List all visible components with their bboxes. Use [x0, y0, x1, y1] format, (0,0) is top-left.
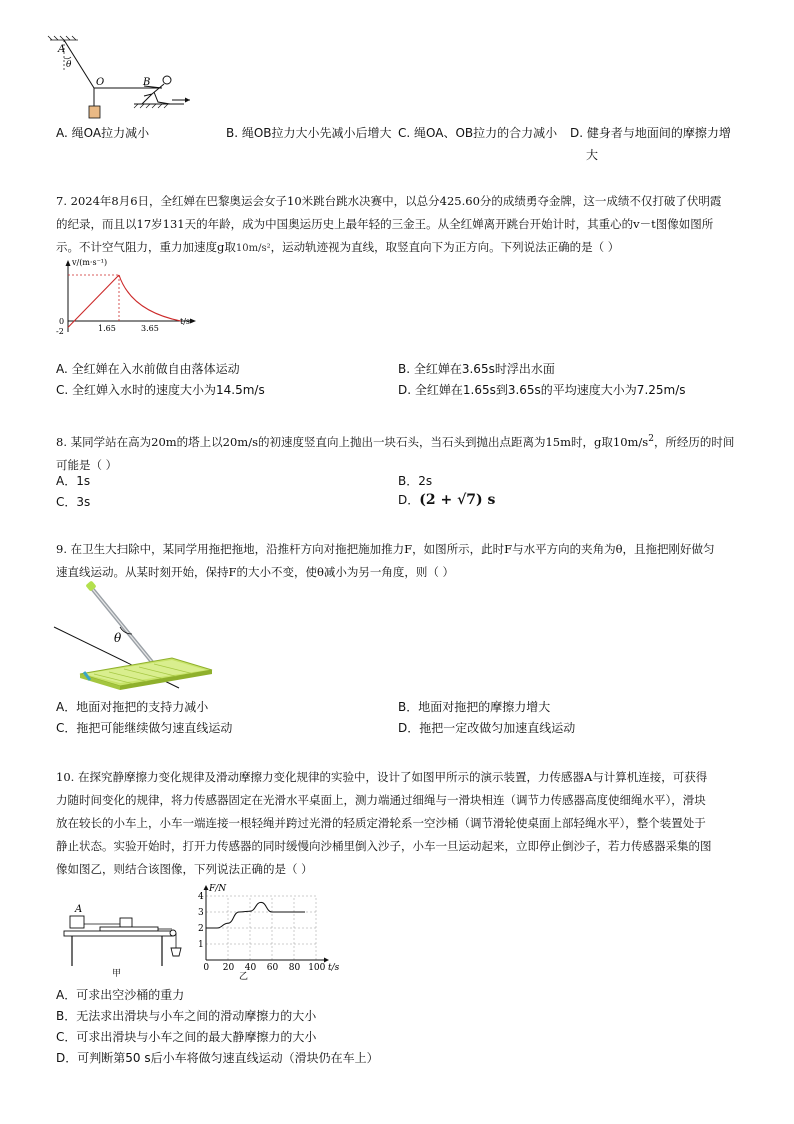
- xtick-0: 0: [203, 963, 210, 973]
- ytick-4: 4: [198, 892, 204, 902]
- label-a: A: [75, 904, 83, 915]
- tick-1-65: 1.65: [98, 324, 116, 333]
- tick-0: 0: [59, 317, 65, 326]
- ylabel: v/(m·s⁻¹): [72, 258, 108, 267]
- q7-option-a[interactable]: A. 全红婵在入水前做自由落体运动: [56, 362, 240, 376]
- q10-option-c[interactable]: C．可求出滑块与小车之间的最大静摩擦力的大小: [56, 1030, 317, 1044]
- q8-line2: 可能是（ ）: [56, 457, 118, 472]
- q10-line5: 像如图乙，则结合该图像，下列说法正确的是（ ）: [56, 862, 313, 876]
- arrow-right-icon: [172, 98, 190, 103]
- q7-option-c[interactable]: C. 全红婵入水时的速度大小为14.5m/s: [56, 383, 265, 397]
- q10-option-a[interactable]: A．可求出空沙桶的重力: [56, 988, 185, 1002]
- q9-option-a[interactable]: A．地面对拖把的支持力减小: [56, 700, 209, 714]
- label-a: A: [58, 44, 66, 55]
- q9-option-b[interactable]: B．地面对拖把的摩擦力增大: [398, 700, 551, 714]
- ytick-1: 1: [198, 940, 204, 950]
- q8-option-c[interactable]: C．3s: [56, 495, 91, 509]
- q8-option-d-prefix: D．: [398, 493, 420, 507]
- sand-bucket: [171, 948, 181, 956]
- label-theta: θ: [114, 631, 122, 645]
- q7-option-b[interactable]: B. 全红婵在3.65s时浮出水面: [398, 362, 555, 376]
- ytick-3: 3: [198, 908, 204, 918]
- q10-line2: 力随时间变化的规律，将力传感器固定在光滑水平桌面上，测力端通过细绳与一滑块相连（调节力传感器高度使细绳水平），滑块: [56, 793, 706, 807]
- x-axis-arrow: [324, 958, 329, 963]
- q9-stem: [56, 538, 746, 584]
- xtick-40: 40: [244, 963, 257, 973]
- mop-head: [80, 658, 212, 690]
- q9-mop-figure: [54, 582, 214, 692]
- q9-line1: 9. 在卫生大扫除中，某同学用拖把拖地，沿推杆方向对拖把施加推力F，如图所示，此时F与水平方向的夹角为θ，且拖把刚好做匀: [56, 542, 715, 556]
- q6-option-b[interactable]: B. 绳OB拉力大小先减小后增大: [226, 126, 392, 140]
- xlabel: t/s: [180, 317, 191, 326]
- q7-line2: 的纪录，而且以17岁131天的年龄，成为中国奥运历史上最年轻的三金王。从全红婵离开跳台开始计时，其重心的v－t图像如图所: [56, 217, 714, 231]
- q7-g-value: 10m/s²: [235, 243, 271, 254]
- q10-force-time-chart: [194, 882, 344, 982]
- q7-line3b: ，运动轨迹视为直线，取竖直向下为正方向。下列说法正确的是（ ）: [270, 240, 620, 254]
- ceiling-hatch: [48, 36, 78, 40]
- q6-option-a[interactable]: A. 绳OA拉力减小: [56, 126, 150, 140]
- xtick-100: 100: [308, 963, 326, 973]
- q7-vt-chart: [54, 258, 204, 338]
- q8-option-a[interactable]: A．1s: [56, 474, 91, 488]
- q7-stem: [56, 190, 746, 260]
- force-series-line: [206, 902, 305, 928]
- q8-line1a: 8. 某同学站在高为20m的塔上以20m/s的初速度竖直向上抛出一块石头，当石头到抛出点距离为15m时，g取10m/s: [56, 434, 649, 449]
- q9-option-c[interactable]: C．拖把可能继续做匀速直线运动: [56, 721, 233, 735]
- q8-line1b: ，所经历的时间: [653, 434, 735, 449]
- caption-yi: 乙: [239, 972, 249, 982]
- y-axis-arrow: [204, 885, 209, 890]
- xtick-20: 20: [222, 963, 235, 973]
- q6-figure: [44, 36, 194, 121]
- q10-option-d[interactable]: D．可判断第50 s后小车将做匀速直线运动（滑块仍在车上）: [56, 1051, 379, 1065]
- q6-option-d[interactable]: [570, 125, 731, 163]
- ylabel: F/N: [209, 884, 227, 894]
- tick-neg2: -2: [56, 327, 64, 336]
- label-theta: θ: [66, 60, 72, 70]
- q10-line3: 放在较长的小车上，小车一端连接一根轻绳并跨过光滑的轻质定滑轮系一空沙桶（调节滑轮使桌面上部轻绳水平），整个装置处于: [56, 816, 706, 830]
- q7-line1: 7. 2024年8月6日，全红婵在巴黎奥运会女子10米跳台跳水决赛中，以总分425.60分的成绩勇夺金牌，这一成绩不仅打破了伏明霞: [56, 194, 722, 208]
- q10-apparatus-figure: [58, 900, 190, 980]
- q9-option-d[interactable]: D．拖把一定改做匀加速直线运动: [398, 721, 576, 735]
- force-sensor: [70, 916, 84, 928]
- xtick-60: 60: [266, 963, 279, 973]
- series-decay: [119, 275, 181, 321]
- q10-line1: 10. 在探究静摩擦力变化规律及滑动摩擦力变化规律的实验中，设计了如图甲所示的演示装置，力传感器A与计算机连接，可获得: [56, 770, 708, 784]
- label-o: O: [96, 77, 105, 88]
- q10-line4: 静止状态。实验开始时，打开力传感器的同时缓慢向沙桶里倒入沙子，小车一旦运动起来，立即停止倒沙子，若力传感器采集的图: [56, 839, 712, 853]
- q6-option-c[interactable]: C. 绳OA、OB拉力的合力减小: [398, 126, 558, 140]
- q8-option-b[interactable]: B．2s: [398, 474, 433, 488]
- q7-option-d[interactable]: D. 全红婵在1.65s到3.65s的平均速度大小为7.25m/s: [398, 383, 686, 397]
- q7-line3a: 示。不计空气阻力，重力加速度g取: [56, 240, 236, 254]
- cart: [100, 927, 158, 931]
- ytick-2: 2: [198, 924, 204, 934]
- q9-line2: 速直线运动。从某时刻开始，保持F的大小不变，使θ减小为另一角度，则（ ）: [56, 565, 455, 579]
- label-b: B: [143, 77, 151, 88]
- q10-stem: [56, 766, 746, 881]
- slider-block: [120, 918, 132, 927]
- xtick-80: 80: [288, 963, 301, 973]
- caption-jia: 甲: [112, 969, 122, 979]
- q10-option-b[interactable]: B．无法求出滑块与小车之间的滑动摩擦力的大小: [56, 1009, 317, 1023]
- q6-option-d-line2: 大: [586, 148, 599, 162]
- xlabel: t/s: [328, 963, 340, 973]
- series-rise: [68, 275, 119, 327]
- q8-option-d-math: (2 + √7) s: [419, 492, 496, 508]
- weight-block: [89, 106, 100, 118]
- q8-sup: 2: [648, 434, 654, 444]
- pulley: [170, 930, 176, 936]
- tick-3-65: 3.65: [141, 324, 159, 333]
- q8-option-d[interactable]: [398, 492, 495, 508]
- q8-stem: [56, 428, 746, 477]
- q6-option-d-line1: D. 健身者与地面间的摩擦力增: [570, 126, 731, 140]
- table-top: [64, 931, 172, 936]
